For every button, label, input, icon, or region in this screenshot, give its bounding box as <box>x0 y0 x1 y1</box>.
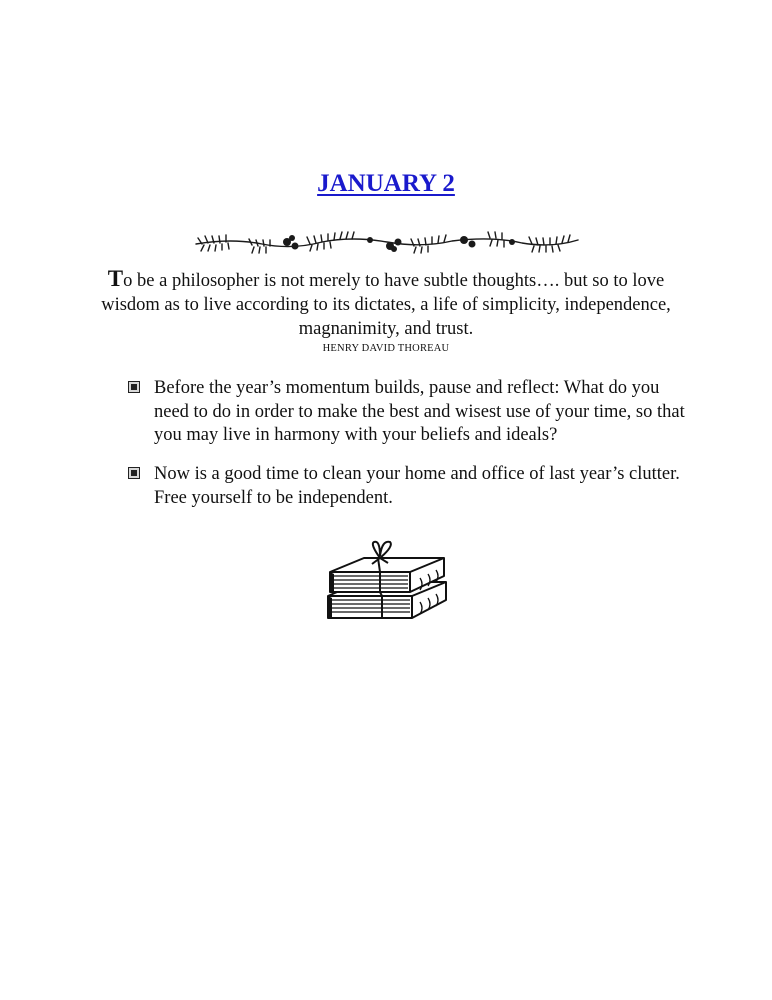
quote-author: HENRY DAVID THOREAU <box>322 343 450 354</box>
quote-dropcap: T <box>107 266 124 291</box>
list-item <box>128 463 688 510</box>
stacked-books-icon <box>320 538 452 628</box>
square-bullet-icon <box>128 381 140 393</box>
list-item-text: Now is a good time to clean your home and office of last year’s clutter. Free yourself to be independent. <box>154 464 680 508</box>
list-item-text: Before the year’s momentum builds, pause and reflect: What do you need to do in order to make the best and wisest use of your time, so that you may live in harmony with your beliefs and ideals? <box>154 378 685 445</box>
quote <box>90 267 682 341</box>
list-item <box>128 377 688 448</box>
page-title: JANUARY 2 <box>317 170 455 197</box>
garland-ornament-icon <box>192 228 582 256</box>
square-bullet-icon <box>128 467 140 479</box>
quote-text: o be a philosopher is not merely to have subtle thoughts…. but so to love wisdom as to live according to its dictates, a life of simplicity, independence, magnanimity, and trust. <box>101 271 671 339</box>
